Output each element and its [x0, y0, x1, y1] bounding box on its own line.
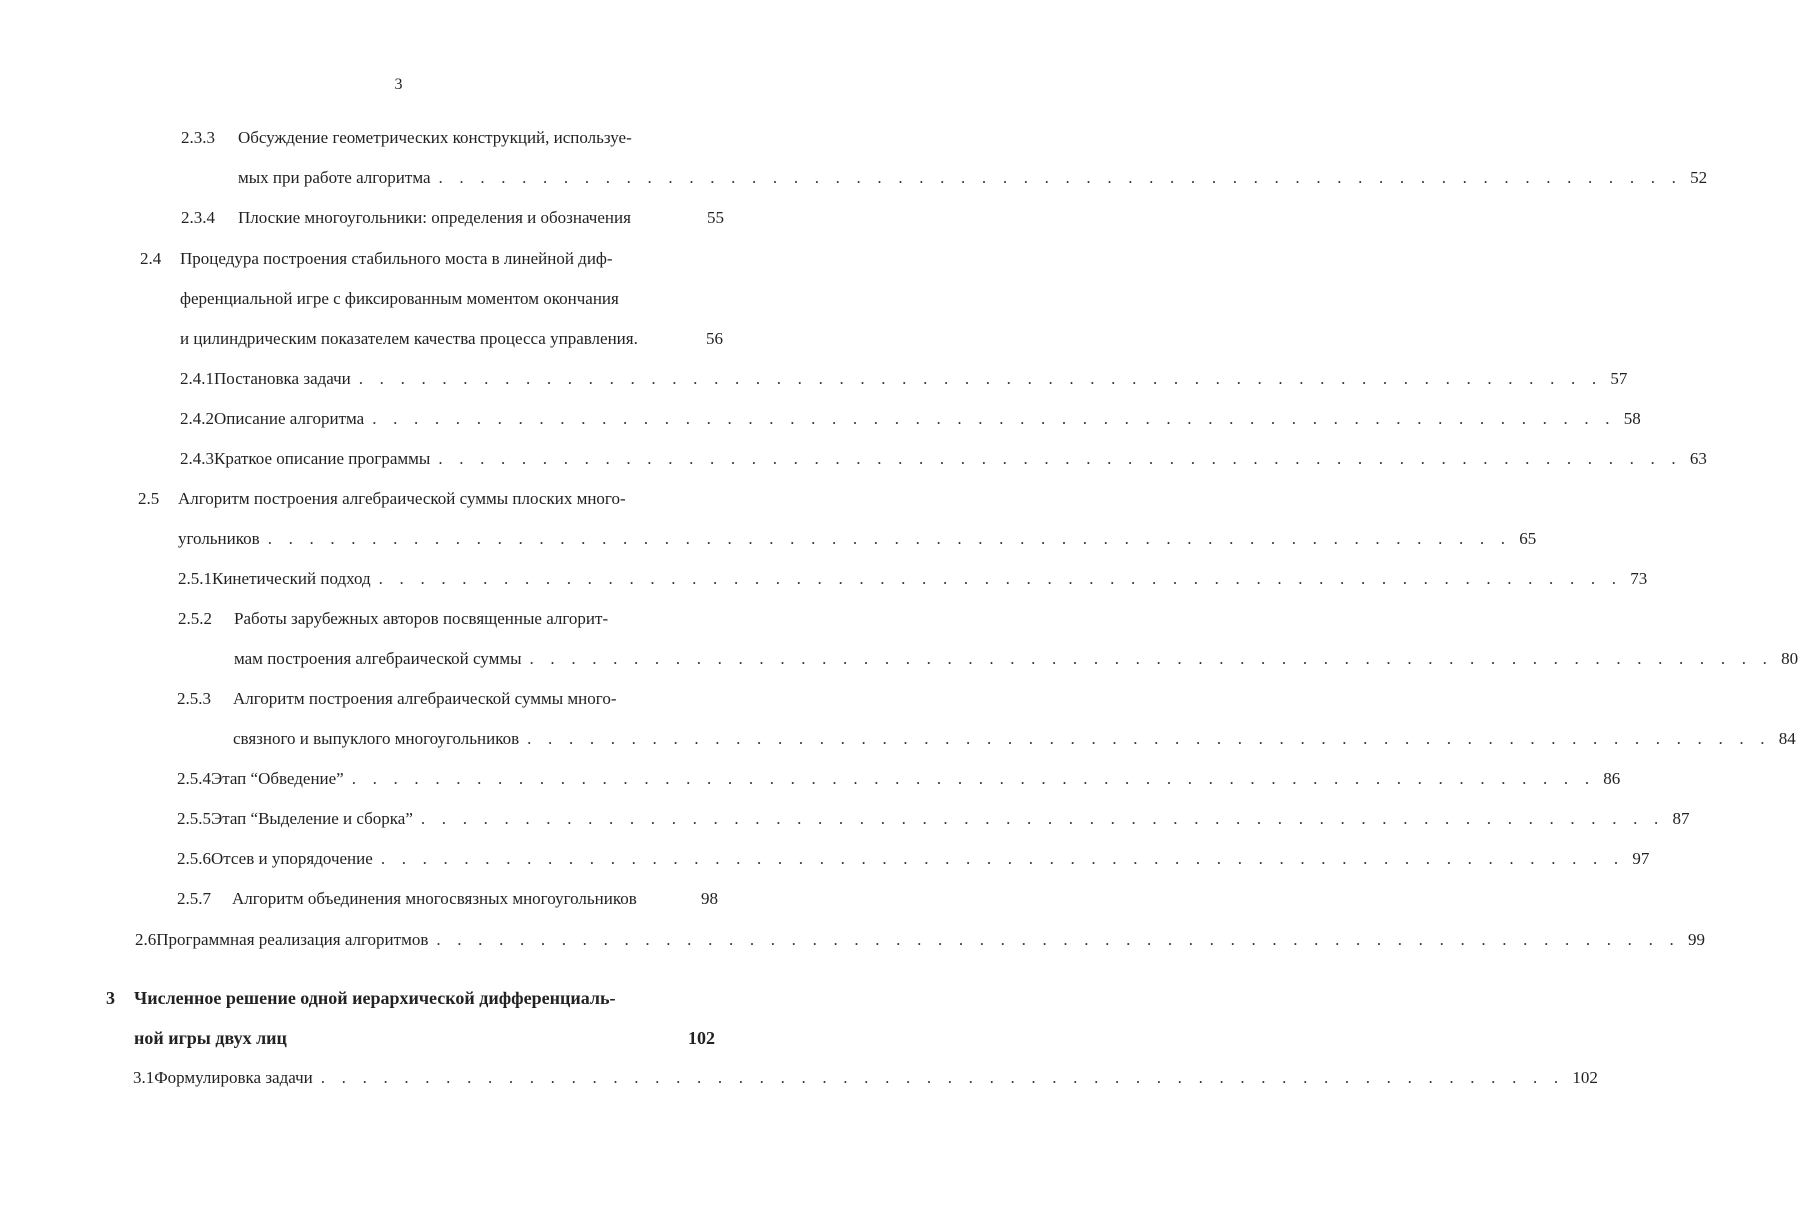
toc-chapter-3	[106, 988, 716, 1008]
toc-entry-2-3-4	[181, 208, 724, 228]
toc-entry-page: 55	[707, 208, 724, 227]
toc-entry-title: Алгоритм построения алгебраической суммы много-	[233, 689, 617, 708]
toc-entry-title: мых при работе алгоритма	[238, 168, 431, 187]
toc-entry-page: 102	[688, 1028, 715, 1048]
toc-entry-number: 2.3.3	[181, 128, 215, 147]
toc-entry-number: 2.5.1	[178, 569, 212, 588]
toc-entry-2-4-1	[180, 369, 1628, 389]
toc-entry-title: мам построения алгебраической суммы	[234, 649, 522, 668]
toc-entry-number: 2.4.2	[180, 409, 214, 428]
toc-entry-2-4-cont1	[180, 289, 700, 309]
toc-leader-dots: . . . . . . . . . . . . . . . . . . . . . . . . . . . . . . . . . . . . . . . . . . . . . . . . . . . . . . . . . . . .	[436, 930, 1680, 949]
toc-entry-number: 2.4.3	[180, 449, 214, 468]
toc-entry-title: Обсуждение геометрических конструкций, используе-	[238, 128, 632, 147]
toc-leader-dots: . . . . . . . . . . . . . . . . . . . . . . . . . . . . . . . . . . . . . . . . . . . . . . . . . . . . . . . . . . . .	[420, 809, 1665, 828]
toc-leader-dots: . . . . . . . . . . . . . . . . . . . . . . . . . . . . . . . . . . . . . . . . . . . . . . . . . . . . . . . . . . . .	[351, 769, 1596, 788]
toc-entry-title: Этап “Выделение и сборка”	[211, 809, 413, 828]
toc-entry-2-5-7	[177, 889, 718, 909]
toc-entry-2-5-2	[178, 609, 698, 629]
toc-leader-dots: . . . . . . . . . . . . . . . . . . . . . . . . . . . . . . . . . . . . . . . . . . . . . . . . . . . . . . . . . . . .	[438, 168, 1683, 187]
toc-entry-2-3-3	[181, 128, 711, 148]
toc-entry-2-5-5	[177, 809, 1690, 829]
toc-entry-number: 2.5.5	[177, 809, 211, 828]
toc-entry-page: 52	[1690, 168, 1708, 187]
toc-entry-number: 2.3.4	[181, 208, 215, 227]
toc-entry-number: 2.6	[135, 930, 157, 949]
toc-entry-2-3-3-cont	[238, 168, 1708, 188]
toc-entry-title: Этап “Обведение”	[211, 769, 344, 788]
toc-entry-3-1	[133, 1068, 1598, 1088]
toc-leader-dots: . . . . . . . . . . . . . . . . . . . . . . . . . . . . . . . . . . . . . . . . . . . . . . . . . . . . . . . . . . . .	[529, 649, 1774, 668]
toc-leader-dots: . . . . . . . . . . . . . . . . . . . . . . . . . . . . . . . . . . . . . . . . . . . . . . . . . . . . . . . . . . . .	[527, 729, 1771, 748]
toc-entry-title: Плоские многоугольники: определения и обозначения	[238, 208, 631, 227]
toc-entry-2-4-cont2	[180, 329, 723, 349]
toc-entry-number: 2.4.1	[180, 369, 214, 388]
toc-leader-dots: . . . . . . . . . . . . . . . . . . . . . . . . . . . . . . . . . . . . . . . . . . . . . . . . . . . . . . . . . . . .	[380, 849, 1625, 868]
toc-leader-dots: . . . . . . . . . . . . . . . . . . . . . . . . . . . . . . . . . . . . . . . . . . . . . . . . . . . . . . . . . . . .	[320, 1068, 1565, 1087]
toc-entry-title: Отсев и упорядочение	[211, 849, 373, 868]
toc-entry-title: связного и выпуклого многоугольников	[233, 729, 520, 748]
toc-entry-title: Кинетический подход	[212, 569, 371, 588]
toc-entry-title: Алгоритм построения алгебраической суммы плоских много-	[178, 489, 626, 508]
toc-entry-number: 2.4	[140, 249, 162, 268]
toc-entry-number: 2.5.4	[177, 769, 211, 788]
toc-entry-page: 63	[1689, 449, 1707, 468]
toc-entry-number: 3	[106, 988, 115, 1008]
toc-entry-page: 99	[1687, 930, 1705, 949]
toc-entry-title: Работы зарубежных авторов посвященные алгорит-	[234, 609, 609, 628]
toc-entry-page: 58	[1623, 409, 1641, 428]
toc-entry-title: Алгоритм объединения многосвязных многоугольников	[232, 889, 637, 908]
toc-entry-2-4-2	[180, 409, 1641, 429]
toc-entry-number: 2.5.2	[178, 609, 212, 628]
toc-entry-page: 56	[706, 329, 723, 348]
toc-entry-title: ференциальной игре с фиксированным моментом окончания	[180, 289, 619, 308]
toc-leader-dots: . . . . . . . . . . . . . . . . . . . . . . . . . . . . . . . . . . . . . . . . . . . . . . . . . . . . . . . . . . . .	[358, 369, 1603, 388]
toc-entry-number: 2.5.3	[177, 689, 211, 708]
toc-entry-2-5-cont	[178, 529, 1537, 549]
toc-entry-page: 57	[1610, 369, 1628, 388]
toc-entry-title: Краткое описание программы	[214, 449, 431, 468]
toc-entry-title: Программная реализация алгоритмов	[156, 930, 429, 949]
toc-entry-2-6	[135, 930, 1705, 950]
toc-entry-page: 98	[701, 889, 718, 908]
toc-entry-page: 97	[1632, 849, 1650, 868]
toc-entry-title: Численное решение одной иерархической дифференциаль-	[134, 988, 616, 1008]
toc-entry-2-5-3	[177, 689, 697, 709]
toc-entry-number: 2.5.7	[177, 889, 211, 908]
toc-entry-2-5	[138, 489, 698, 509]
toc-entry-2-5-2-cont	[234, 649, 1798, 669]
toc-leader-dots: . . . . . . . . . . . . . . . . . . . . . . . . . . . . . . . . . . . . . . . . . . . . . . . . . . . . . . . . . . . .	[438, 449, 1682, 468]
toc-entry-2-4-3	[180, 449, 1707, 469]
toc-entry-2-4	[140, 249, 700, 269]
toc-entry-2-5-6	[177, 849, 1650, 869]
toc-entry-title: Постановка задачи	[214, 369, 351, 388]
toc-entry-title: Описание алгоритма	[214, 409, 365, 428]
toc-entry-page: 65	[1519, 529, 1537, 548]
toc-chapter-3-cont	[134, 1028, 715, 1048]
toc-entry-title: Формулировка задачи	[154, 1068, 313, 1087]
toc-leader-dots: . . . . . . . . . . . . . . . . . . . . . . . . . . . . . . . . . . . . . . . . . . . . . . . . . . . . . . . . . . . .	[372, 409, 1616, 428]
toc-entry-page: 86	[1603, 769, 1621, 788]
toc-entry-number: 2.5.6	[177, 849, 211, 868]
toc-leader-dots: . . . . . . . . . . . . . . . . . . . . . . . . . . . . . . . . . . . . . . . . . . . . . . . . . . . . . . . . . . . .	[267, 529, 1512, 548]
toc-entry-title: ной игры двух лиц	[134, 1028, 287, 1048]
toc-entry-2-5-4	[177, 769, 1621, 789]
toc-entry-page: 87	[1672, 809, 1690, 828]
page-number: 3	[394, 76, 403, 93]
toc-entry-page: 80	[1781, 649, 1798, 668]
toc-entry-number: 3.1	[133, 1068, 155, 1087]
toc-entry-2-5-3-cont	[233, 729, 1796, 749]
toc-leader-dots: . . . . . . . . . . . . . . . . . . . . . . . . . . . . . . . . . . . . . . . . . . . . . . . . . . . . . . . . . . . .	[378, 569, 1623, 588]
toc-entry-title: угольников	[178, 529, 260, 548]
toc-entry-number: 2.5	[138, 489, 160, 508]
toc-entry-title: и цилиндрическим показателем качества процесса управления.	[180, 329, 638, 348]
toc-entry-title: Процедура построения стабильного моста в линейной диф-	[180, 249, 613, 268]
toc-entry-page: 102	[1572, 1068, 1598, 1087]
toc-entry-page: 73	[1630, 569, 1648, 588]
toc-entry-2-5-1	[178, 569, 1648, 589]
toc-entry-page: 84	[1778, 729, 1796, 748]
